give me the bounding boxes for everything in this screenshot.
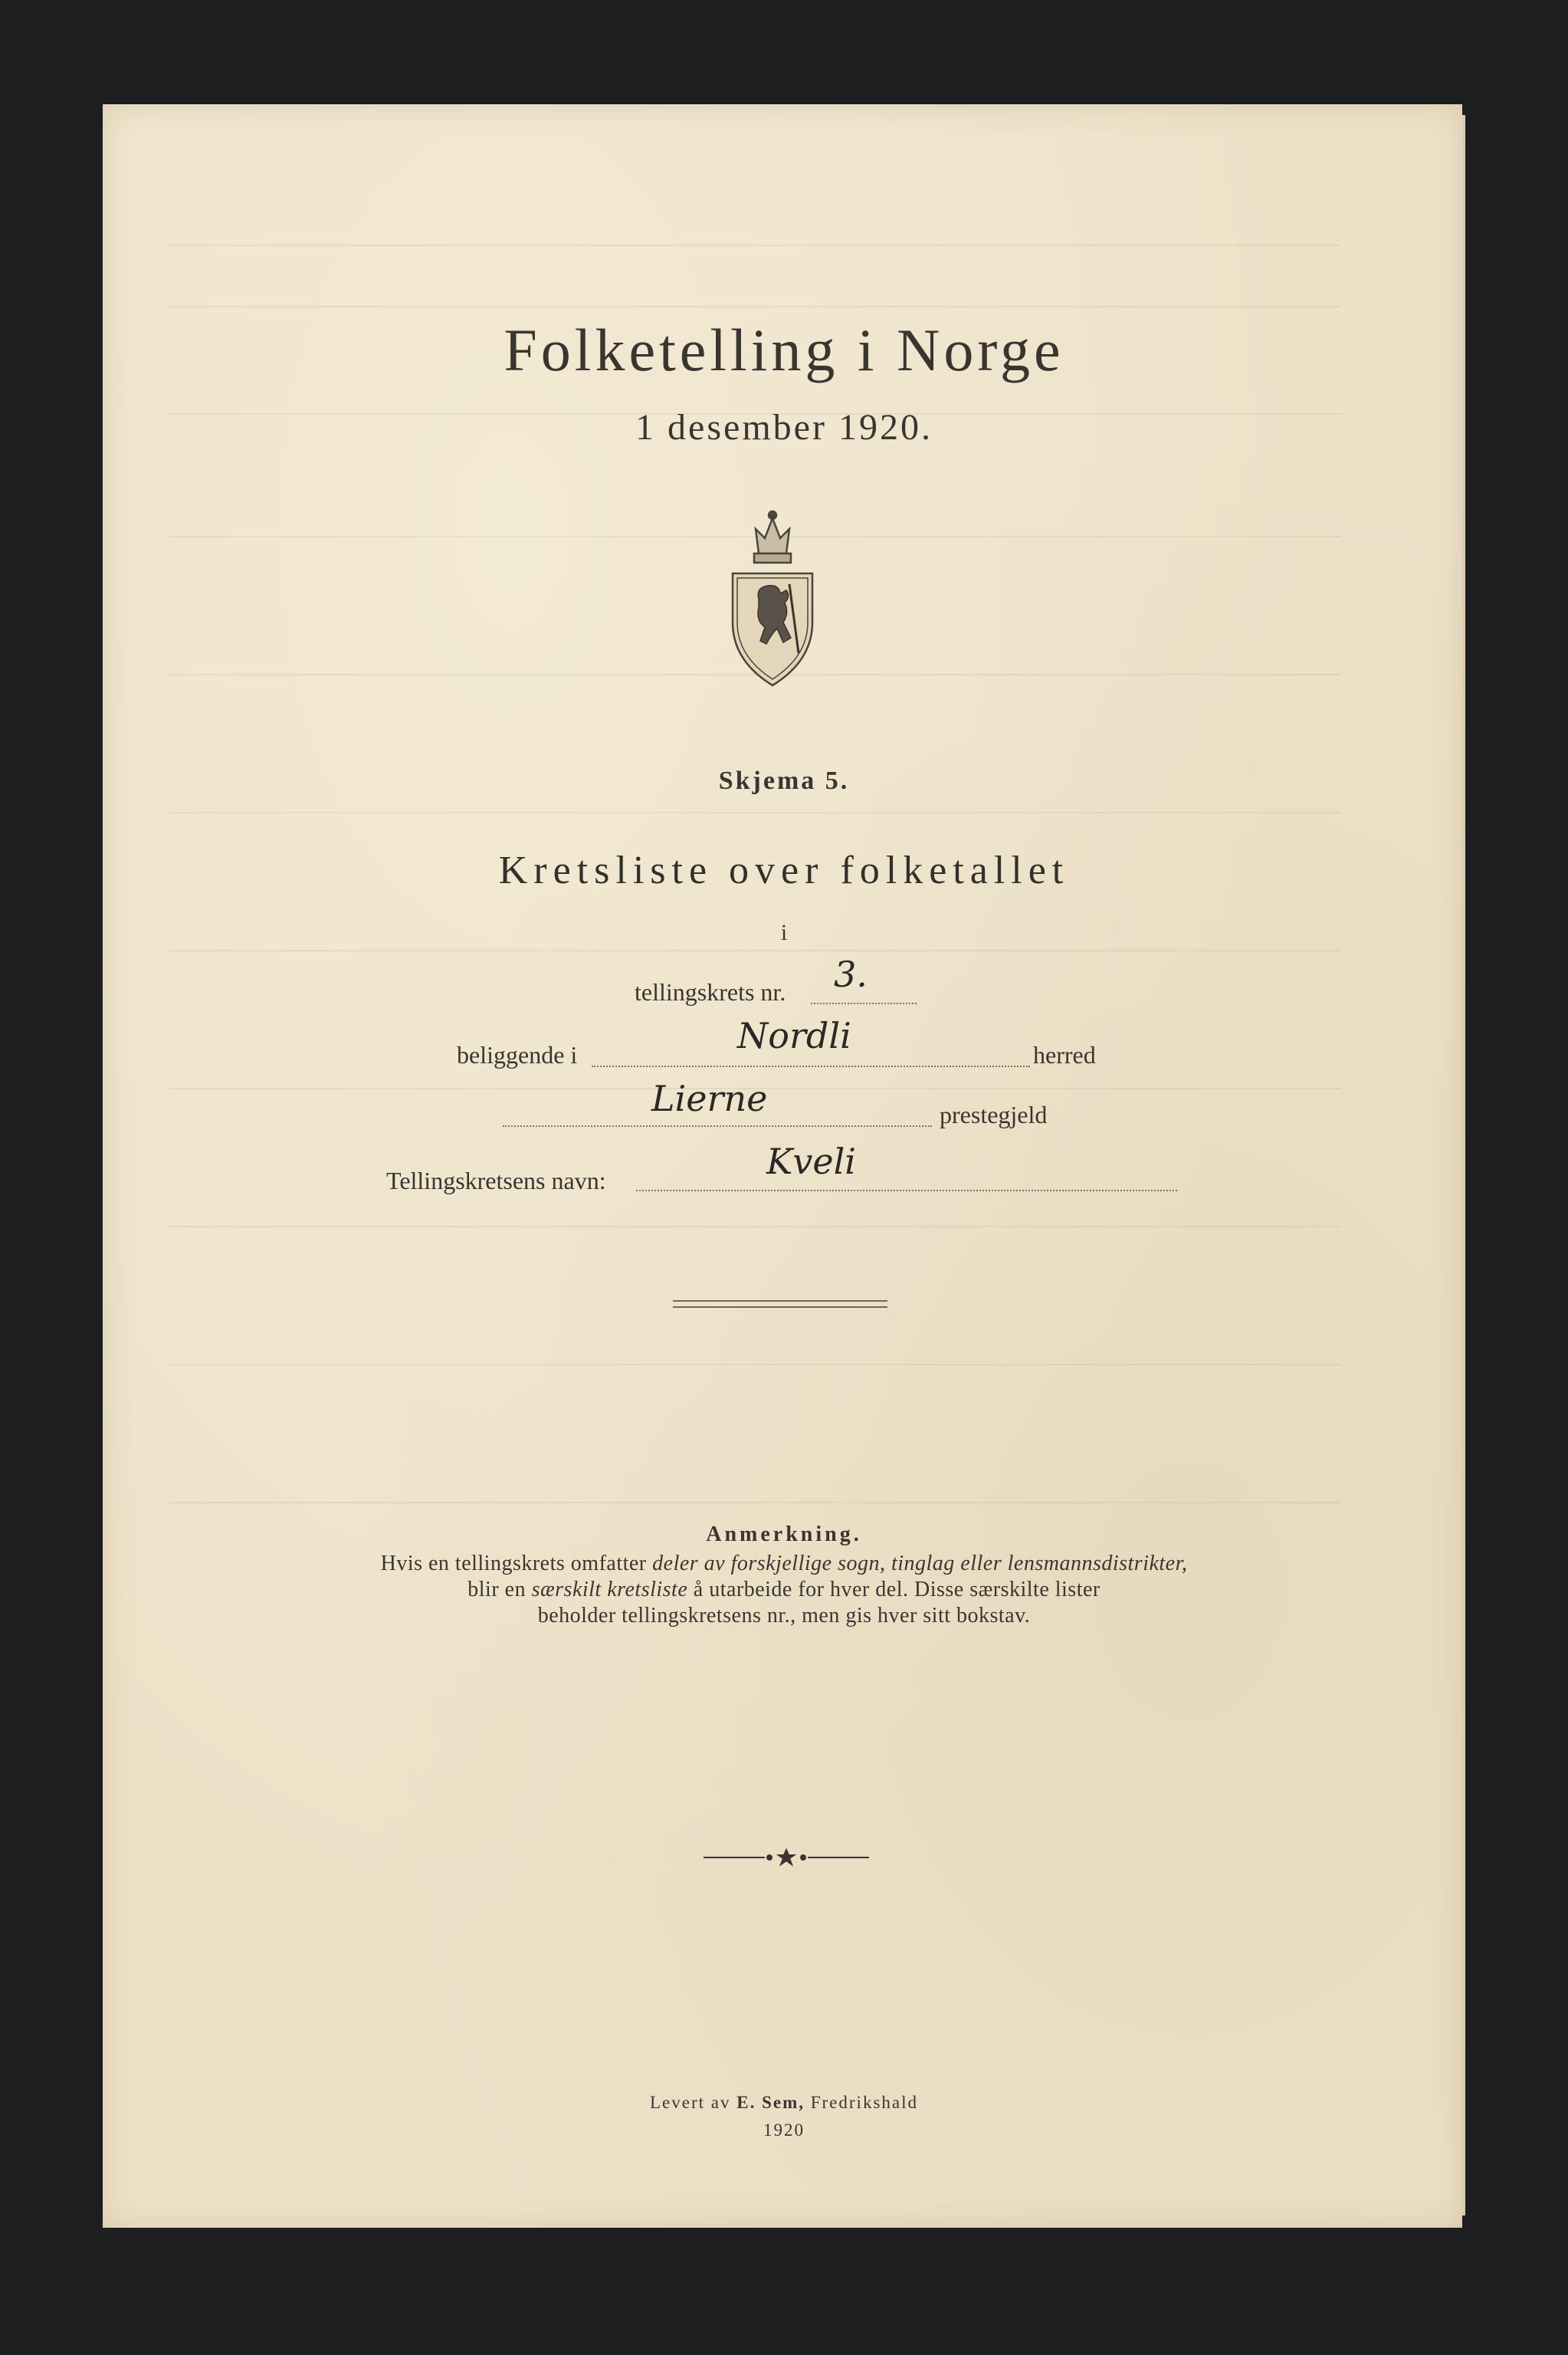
tellingskrets-dotline bbox=[811, 1003, 917, 1004]
navn-dotline bbox=[636, 1190, 1177, 1191]
note-line-3: beholder tellingskretsens nr., men gis hver sitt bokstav. bbox=[537, 1604, 1031, 1627]
printer-year: 1920 bbox=[763, 2120, 805, 2140]
navn-label: Tellingskretsens navn: bbox=[386, 1167, 606, 1194]
note-line-2-text: blir en bbox=[467, 1578, 532, 1601]
note-line-2-italic: særskilt kretsliste bbox=[531, 1578, 688, 1601]
form-heading: Kretsliste over folketallet bbox=[498, 849, 1070, 892]
star-ornament-icon bbox=[699, 1846, 875, 1869]
divider-rule-top bbox=[673, 1300, 887, 1302]
document-title: Folketelling i Norge bbox=[504, 317, 1064, 383]
census-date: 1 desember 1920. bbox=[635, 407, 933, 448]
note-title: Anmerkning. bbox=[706, 1522, 862, 1546]
norwegian-lion-coat-of-arms-icon bbox=[725, 507, 820, 691]
prestegjeld-value: Lierne bbox=[651, 1078, 768, 1119]
herred-label: herred bbox=[1033, 1041, 1096, 1069]
tellingskrets-value: 3. bbox=[834, 954, 868, 995]
prestegjeld-dotline bbox=[503, 1125, 932, 1127]
printer-name: E. Sem, bbox=[736, 2093, 805, 2112]
navn-value: Kveli bbox=[766, 1141, 856, 1182]
note-line-2 bbox=[0, 1578, 1568, 1602]
tellingskrets-label: tellingskrets nr. bbox=[635, 978, 786, 1006]
note-line-2-suffix: å utarbeide for hver del. Disse særskilte lister bbox=[687, 1578, 1101, 1601]
note-line-1-text: Hvis en tellingskrets omfatter bbox=[380, 1552, 653, 1575]
herred-dotline bbox=[592, 1066, 1030, 1067]
herred-value: Nordli bbox=[737, 1015, 851, 1056]
printer-line bbox=[0, 2093, 1568, 2113]
schema-label: Skjema 5. bbox=[718, 767, 850, 795]
note-line-1-italic: deler av forskjellige sogn, tinglag eller lensmannsdistrikter, bbox=[652, 1552, 1188, 1575]
divider-rule-bottom bbox=[673, 1306, 887, 1308]
printer-place: Fredrikshald bbox=[804, 2093, 918, 2112]
connector-word: i bbox=[780, 920, 788, 945]
prestegjeld-label: prestegjeld bbox=[940, 1101, 1048, 1128]
printer-prefix: Levert av bbox=[650, 2093, 737, 2112]
note-line-1 bbox=[0, 1552, 1568, 1576]
beliggende-label: beliggende i bbox=[457, 1041, 578, 1069]
